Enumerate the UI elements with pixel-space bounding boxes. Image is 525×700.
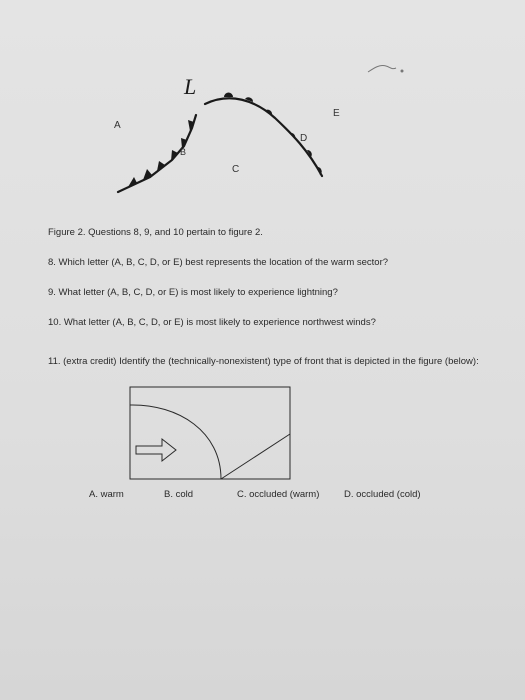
letter-a: A <box>114 120 121 131</box>
pen-scribble <box>368 65 396 72</box>
choice-a: A. warm <box>89 489 124 500</box>
question-9: 9. What letter (A, B, C, D, or E) is most likely to experience lightning? <box>48 287 338 298</box>
letter-d: D <box>300 133 308 144</box>
figure-caption: Figure 2. Questions 8, 9, and 10 pertain to figure 2. <box>48 227 263 238</box>
motion-arrow-icon <box>136 439 176 461</box>
choice-c: C. occluded (warm) <box>237 489 320 500</box>
front-type-diagram <box>129 386 294 482</box>
low-pressure-label: L <box>184 74 197 99</box>
letter-b: B <box>180 147 187 157</box>
pen-dot <box>401 70 404 73</box>
diagonal-front-line <box>221 434 290 479</box>
choice-d: D. occluded (cold) <box>344 489 421 500</box>
question-11: 11. (extra credit) Identify the (technically-nonexistent) type of front that is depicted in the figure (below): <box>48 356 479 367</box>
question-10: 10. What letter (A, B, C, D, or E) is most likely to experience northwest winds? <box>48 317 376 328</box>
choice-b: B. cold <box>164 489 194 500</box>
letter-e: E <box>333 108 340 119</box>
front-diagram <box>0 0 525 230</box>
diagram-frame <box>130 387 290 479</box>
letter-c: C <box>232 164 240 175</box>
question-8: 8. Which letter (A, B, C, D, or E) best represents the location of the warm sector? <box>48 257 389 268</box>
curved-front-line <box>130 405 221 479</box>
